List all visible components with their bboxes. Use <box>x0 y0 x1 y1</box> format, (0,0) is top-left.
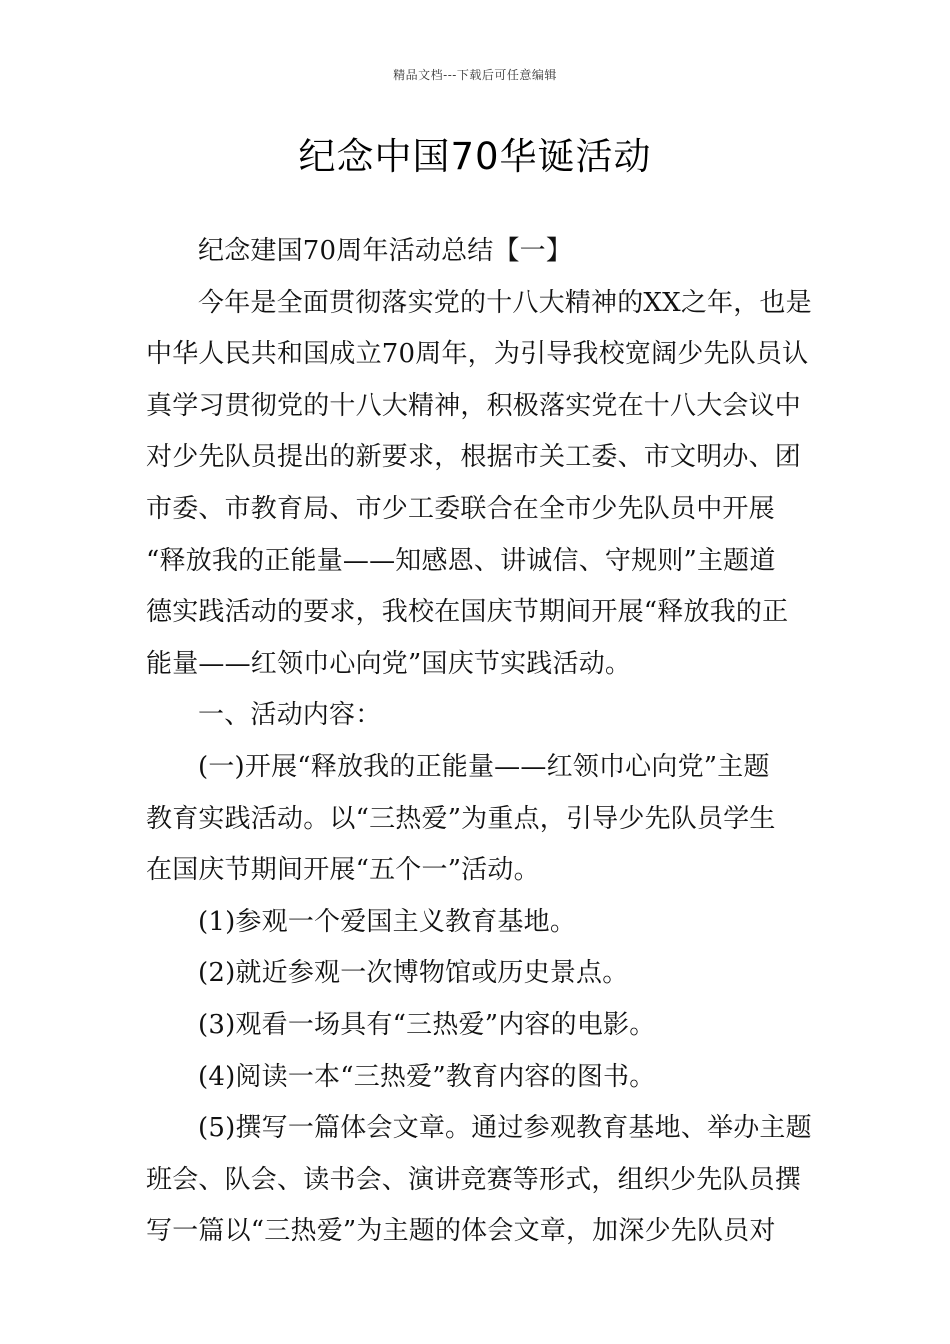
paragraph-line: 在国庆节期间开展“五个一”活动。 <box>146 855 540 886</box>
paragraph-line: 对少先队员提出的新要求，根据市关工委、市文明办、团 <box>146 442 802 473</box>
paragraph-line: (一)开展“释放我的正能量——红领巾心向党”主题 <box>198 751 770 782</box>
paragraph-line: 教育实践活动。以“三热爱”为重点，引导少先队员学生 <box>146 803 776 834</box>
document-body <box>146 229 812 1261</box>
section-heading: 一、活动内容： <box>198 700 382 731</box>
list-item: (4)阅读一本“三热爱”教育内容的图书。 <box>198 1061 656 1092</box>
paragraph-line: 真学习贯彻党的十八大精神，积极落实党在十八大会议中 <box>146 390 802 421</box>
paragraph-line: 德实践活动的要求，我校在国庆节期间开展“释放我的正 <box>146 597 789 628</box>
section-heading: 纪念建国70周年活动总结【一】 <box>198 236 573 266</box>
paragraph-line: 中华人民共和国成立70周年，为引导我校宽阔少先队员认 <box>146 339 809 370</box>
list-item: (5)撰写一篇体会文章。通过参观教育基地、举办主题 <box>198 1113 812 1144</box>
paragraph-line: 写一篇以“三热爱”为主题的体会文章，加深少先队员对 <box>146 1216 776 1247</box>
paragraph-line: 班会、队会、读书会、演讲竞赛等形式，组织少先队员撰 <box>146 1164 802 1195</box>
paragraph-line: “释放我的正能量——知感恩、讲诚信、守规则”主题道 <box>146 545 776 576</box>
list-item: (2)就近参观一次博物馆或历史景点。 <box>198 958 629 989</box>
paragraph-line: 今年是全面贯彻落实党的十八大精神的XX之年，也是 <box>198 287 812 318</box>
document-title: 纪念中国70华诞活动 <box>298 135 652 178</box>
header-note: 精品文档---下载后可任意编辑 <box>393 68 557 82</box>
paragraph-line: 市委、市教育局、市少工委联合在全市少先队员中开展 <box>146 493 775 524</box>
list-item: (3)观看一场具有“三热爱”内容的电影。 <box>198 1009 656 1040</box>
paragraph-line: 能量——红领巾心向党”国庆节实践活动。 <box>146 648 632 679</box>
list-item: (1)参观一个爱国主义教育基地。 <box>198 906 577 937</box>
